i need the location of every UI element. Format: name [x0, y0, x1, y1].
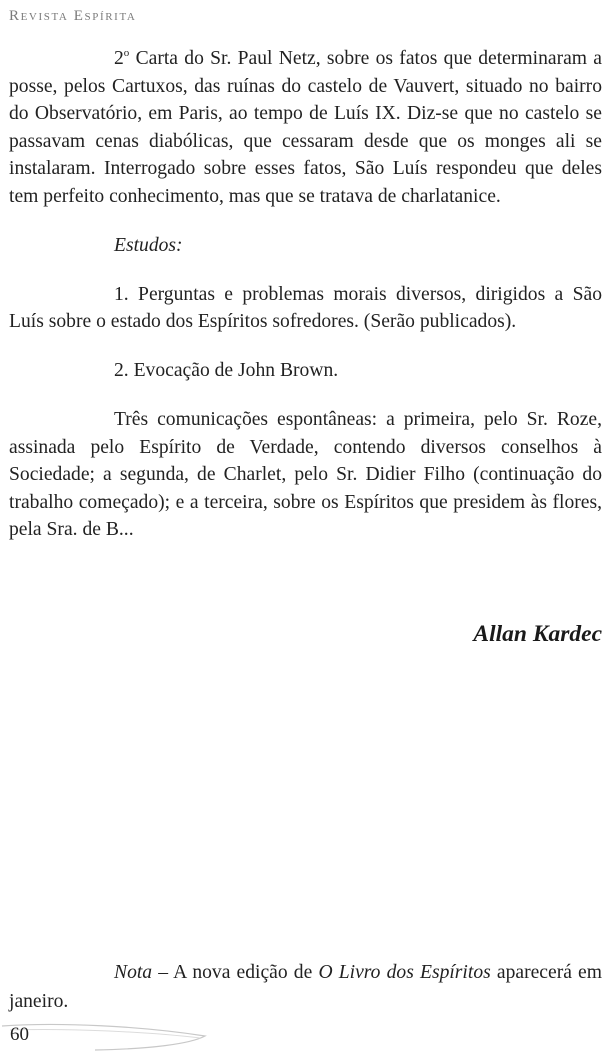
- ordinal-number: 2: [114, 48, 124, 69]
- study-item-2: 2. Evocação de John Brown.: [114, 360, 339, 381]
- ordinal-superscript: o: [123, 47, 130, 59]
- author-signature: Allan Kardec: [473, 621, 602, 647]
- body-text: [9, 45, 602, 565]
- note-rest: aparecerá em janeiro.: [9, 962, 602, 1012]
- running-header: Revista Espírita: [9, 8, 137, 24]
- note-book-title: O Livro dos Espíritos: [318, 962, 491, 983]
- note-label: Nota: [114, 962, 153, 983]
- decorative-swoosh-ornament: [0, 1018, 230, 1053]
- paragraph-letter: [9, 45, 602, 210]
- study-item-1: 1. Perguntas e problemas morais diversos, dirigidos a São Luís sobre o estado dos Espíritos sofredores. (Serão publicados).: [9, 283, 602, 332]
- page-number: 60: [10, 1024, 29, 1045]
- letter-text: Carta do Sr. Paul Netz, sobre os fatos que determinaram a posse, pelos Cartuxos, das ruínas do castelo de Vauvert, situado no bairro do Observatório, em Paris, ao tempo de Luís IX. Diz-se que no castelo se passavam cenas diabólicas, que cessaram desde que os monges ali se instalaram. Interrogado sobre esses fatos, São Luís respondeu que deles tem perfeito conhecimento, mas que se tratava de charlatanice.: [9, 48, 602, 207]
- estudos-heading: Estudos:: [114, 234, 183, 256]
- footnote: [9, 958, 602, 1016]
- paragraph-communications: Três comunicações espontâneas: a primeira, pelo Sr. Roze, assinada pelo Espírito de Verdade, contendo diversos conselhos à Sociedade; a segunda, de Charlet, pelo Sr. Didier Filho (continuação do trabalho começado); e a terceira, sobre os Espíritos que presidem às flores, pela Sra. de B...: [9, 409, 602, 540]
- note-dash-text: – A nova edição de: [152, 962, 319, 983]
